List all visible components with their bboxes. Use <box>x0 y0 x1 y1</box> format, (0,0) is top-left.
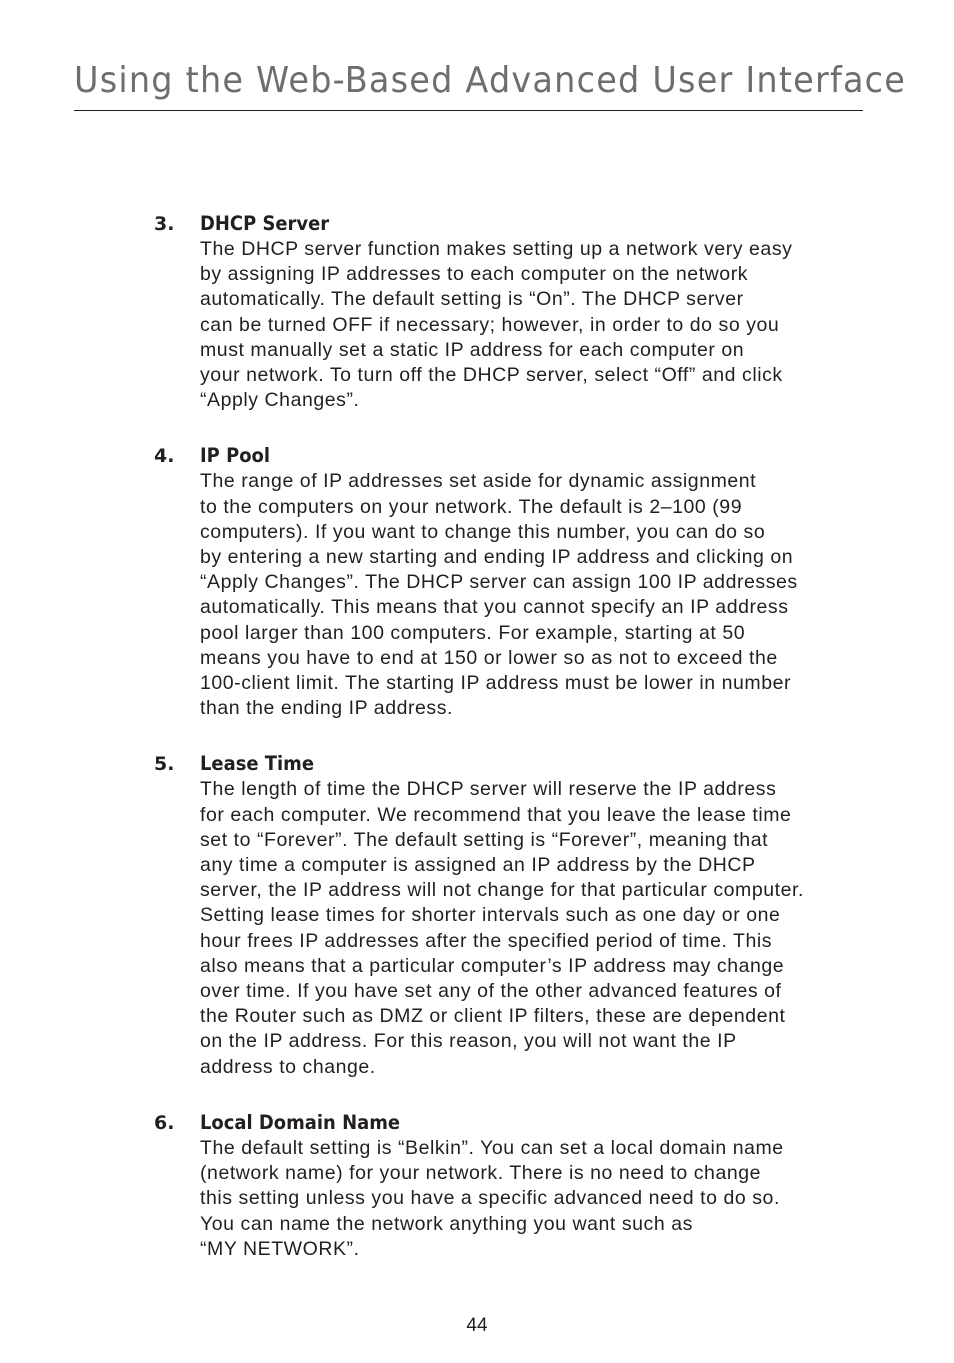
section-number: 6. <box>154 1111 175 1134</box>
section-body: The DHCP server function makes setting up a network very easy by assigning IP addresses to each computer on the network automatically. The default setting is “On”. The DHCP server can be turned OFF if necessary; however, in order to do so you must manually set a static IP address for each computer on your network. To turn off the DHCP server, select “Off” and click “Apply Changes”. <box>200 238 793 412</box>
section-heading: Local Domain Name <box>200 1110 401 1134</box>
title-divider <box>74 110 863 111</box>
section-dhcp-server <box>154 211 869 413</box>
section-number: 5. <box>154 753 175 776</box>
section-heading: Lease Time <box>200 752 315 776</box>
section-ip-pool <box>154 443 869 721</box>
page-title: Using the Web-Based Advanced User Interface <box>74 60 907 101</box>
section-body: The range of IP addresses set aside for dynamic assignment to the computers on your network. The default is 2–100 (99 computers). If you want to change this number, you can do so by entering a new starting and ending IP address and clicking on “Apply Changes”. The DHCP server can assign 100 IP addresses automatically. This means that you cannot specify an IP address pool larger than 100 computers. For example, starting at 50 means you have to end at 150 or lower so as not to exceed the 100-client limit. The starting IP address must be lower in number than the ending IP address. <box>200 470 798 720</box>
page-number: 44 <box>466 1315 488 1336</box>
section-lease-time <box>154 751 869 1079</box>
section-heading: IP Pool <box>200 444 271 468</box>
section-heading: DHCP Server <box>200 212 330 235</box>
page-header <box>74 58 907 104</box>
section-number: 4. <box>154 445 175 468</box>
section-number: 3. <box>154 213 175 235</box>
section-local-domain-name <box>154 1110 869 1262</box>
content <box>154 211 869 1292</box>
section-body: The default setting is “Belkin”. You can set a local domain name (network name) for your network. There is no need to change this setting unless you have a specific advanced need to do so. You can name the network anything you want such as “MY NETWORK”. <box>200 1136 784 1260</box>
section-body: The length of time the DHCP server will reserve the IP address for each computer. We recommend that you leave the lease time set to “Forever”. The default setting is “Forever”, meaning that any time a computer is assigned an IP address by the DHCP server, the IP address will not change for that particular computer. Setting lease times for shorter intervals such as one day or one hour frees IP addresses after the specified period of time. This also means that a particular computer’s IP address may change over time. If you have set any of the other advanced features of the Router such as DMZ or client IP filters, these are dependent on the IP address. For this reason, you will not want the IP address to change. <box>200 778 804 1078</box>
